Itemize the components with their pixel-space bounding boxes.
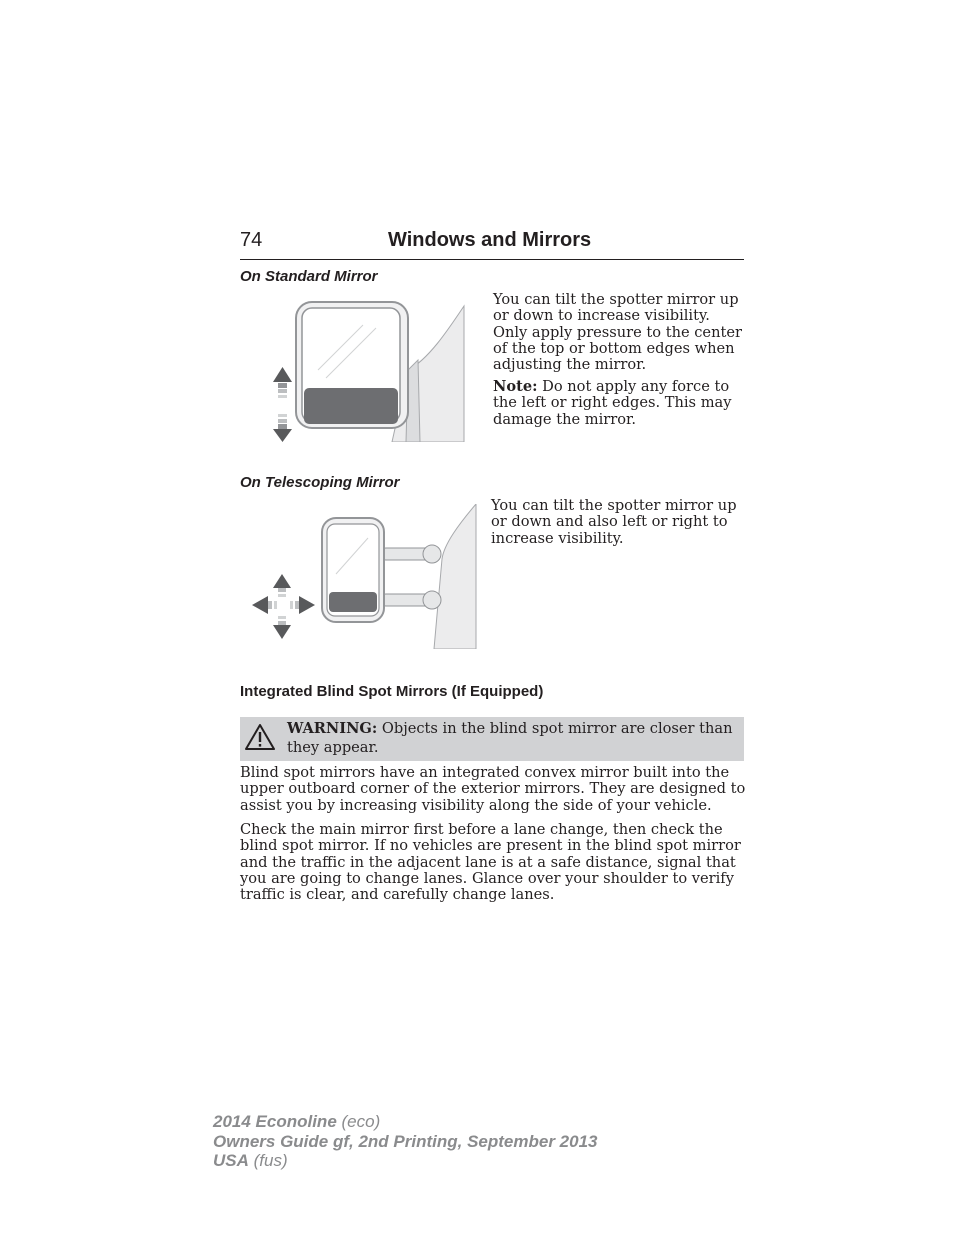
chapter-title: Windows and Mirrors	[388, 229, 592, 251]
warning-text	[287, 719, 739, 757]
telescoping-mirror-text: You can tilt the spotter mirror up or down and also left or right to increase visibility.	[491, 497, 737, 547]
warning-message: Objects in the blind spot mirror are closer than they appear.	[287, 720, 733, 756]
arrow-up-icon	[273, 367, 292, 398]
footer-line-2: Owners Guide gf, 2nd Printing, September 2013	[213, 1131, 598, 1151]
telescoping-mirror-heading: On Telescoping Mirror	[240, 474, 400, 491]
blind-spot-heading: Integrated Blind Spot Mirrors (If Equipped)	[240, 683, 544, 700]
standard-mirror-heading: On Standard Mirror	[240, 268, 378, 285]
note-label: Note:	[493, 378, 538, 395]
arrow-up-icon	[273, 574, 291, 597]
blind-spot-paragraph-2: Check the main mirror first before a lane change, then check the blind spot mirror. If no vehicles are present in the blind spot mirror and the traffic in the adjacent lane is at a safe distance, signal that you are going to change lanes. Glance over your shoulder to verify traffic is clear, and carefully change lanes.	[240, 821, 741, 904]
arrow-down-icon	[273, 414, 292, 442]
telescoping-mirror-figure	[244, 504, 478, 649]
arrow-right-icon	[290, 596, 315, 614]
blind-spot-paragraph-1: Blind spot mirrors have an integrated convex mirror built into the upper outboard corner of the exterior mirrors. They are designed to assist you by increasing visibility along the side of your vehicle.	[240, 764, 746, 814]
arrow-down-icon	[273, 616, 291, 639]
warning-box	[240, 717, 744, 761]
note-text: Do not apply any force to the left or right edges. This may damage the mirror.	[493, 378, 732, 428]
page-number: 74	[240, 229, 263, 251]
footer-line-3: USA (fus)	[213, 1151, 288, 1170]
arrow-left-icon	[252, 596, 277, 614]
warning-triangle-icon	[244, 723, 276, 751]
page-header	[240, 229, 744, 260]
standard-mirror-note	[493, 379, 745, 428]
footer-line-1: 2014 Econoline (eco)	[213, 1112, 381, 1131]
warning-label: WARNING:	[287, 720, 378, 737]
standard-mirror-figure	[268, 300, 468, 442]
standard-mirror-text: You can tilt the spotter mirror up or down to increase visibility. Only apply pressure to the center of the top or bottom edges when adjusting the mirror.	[493, 291, 742, 374]
page-footer	[213, 1112, 597, 1171]
